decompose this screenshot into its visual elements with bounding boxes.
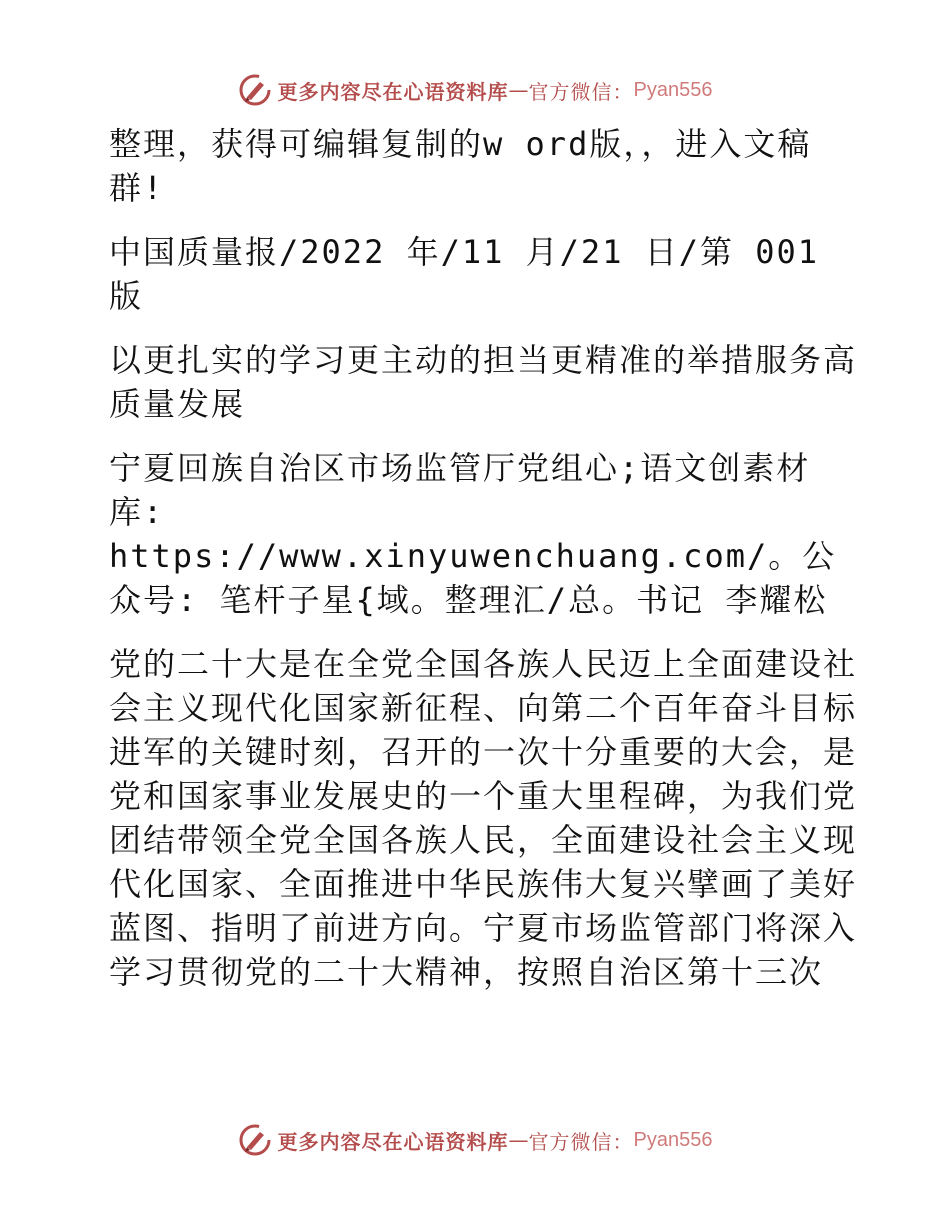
- banner-promo-text: 更多内容尽在心语资料库: [277, 1129, 509, 1154]
- banner-dash: —: [508, 1128, 529, 1152]
- banner-wechat-id: Pyan556: [633, 1128, 713, 1151]
- banner-wechat-id: Pyan556: [633, 78, 713, 101]
- source-line: 中国质量报/2022 年/11 月/21 日/第 001 版: [109, 233, 820, 315]
- banner-dash: —: [508, 78, 529, 102]
- header-watermark-banner: [0, 70, 950, 110]
- banner-official-label: 官方微信：: [528, 1129, 634, 1154]
- banner-promo-text: 更多内容尽在心语资料库: [277, 79, 509, 104]
- body-paragraph: 党的二十大是在全党全国各族人民迈上全面建设社会主义现代化国家新征程、向第二个百年奋斗目标进军的关键时刻，召开的一次十分重要的大会，是党和国家事业发展史的一个重大里程碑，为我们党团结带领全党全国各族人民，全面建设社会主义现代化国家、全面推进中华民族伟大复兴擘画了美好蓝图、指明了前进方向。宁夏市场监管部门将深入学习贯彻党的二十大精神，按照自治区第十三次: [109, 645, 858, 991]
- intro-paragraph: 整理，获得可编辑复制的w ord版，，进入文稿群!: [109, 125, 812, 207]
- pen-circle-logo-icon: [238, 73, 272, 107]
- pen-circle-logo-icon: [238, 1123, 272, 1157]
- banner-official-label: 官方微信：: [528, 79, 634, 104]
- author-line: 宁夏回族自治区市场监管厅党组心;语文创素材库: https://www.xinyuwenchuang.com/。公众号: 笔杆子星{域。整理汇/总。书记 李耀松: [109, 449, 837, 619]
- document-body: [97, 122, 857, 994]
- footer-watermark-banner: [0, 1120, 950, 1160]
- article-title: 以更扎实的学习更主动的担当更精准的举措服务高质量发展: [109, 341, 858, 423]
